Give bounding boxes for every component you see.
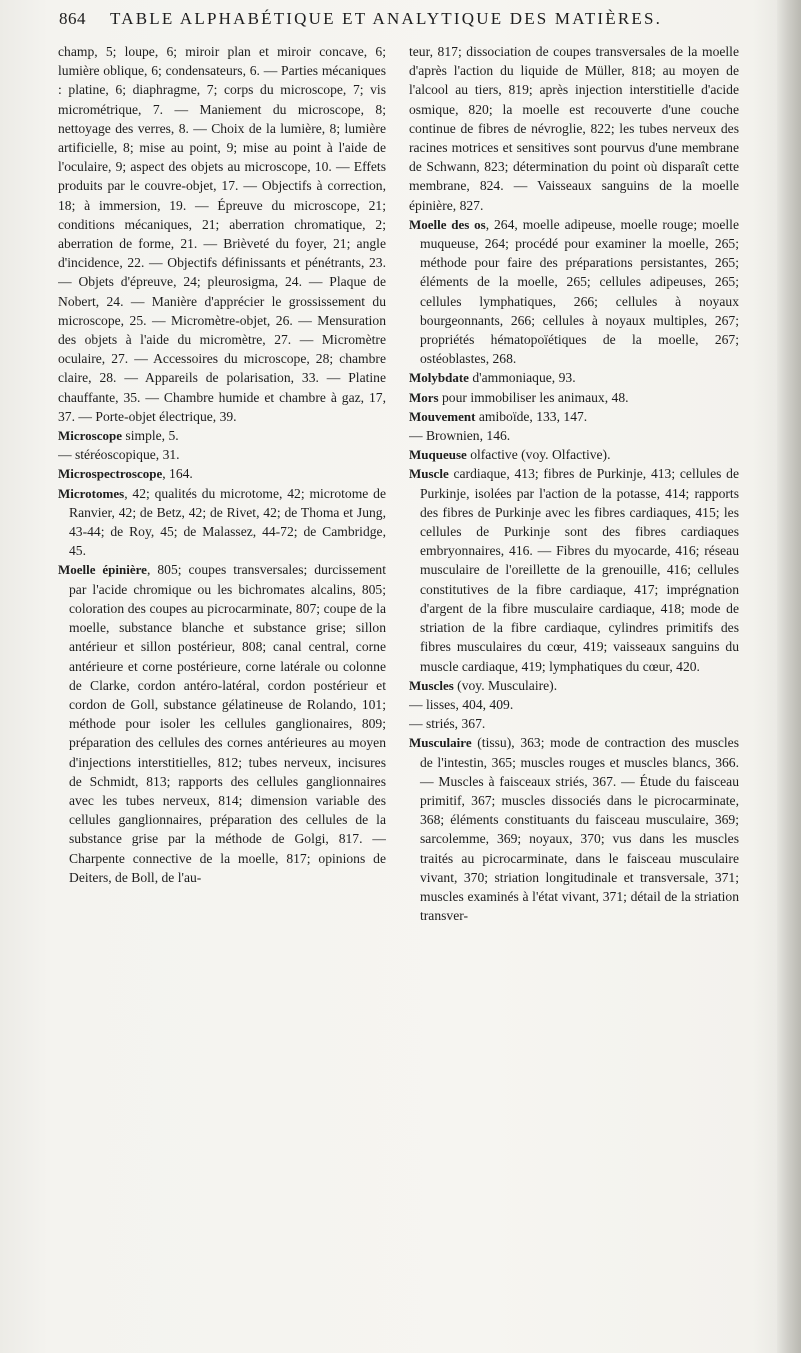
entry-text: — stéréoscopique, 31.	[58, 447, 180, 463]
index-entry	[58, 426, 386, 445]
entry-text: pour immobiliser les animaux, 48.	[438, 389, 629, 405]
running-title: TABLE ALPHABÉTIQUE ET ANALYTIQUE DES MATIÈRES.	[110, 9, 663, 28]
entry-text: , 264, moelle adipeuse, moelle rouge; moelle muqueuse, 264; procédé pour examiner la moelle, 265; méthode pour faire des préparations persistantes, 265; éléments de la moelle, 265; cellules adipeuses, 265; cellules lymphatiques, 266; cellules à noyaux bourgeonnants, 266; cellules à noyaux multiples, 267; propriétés hématopoïétiques de la moelle, 267; ostéoblastes, 268.	[420, 216, 739, 367]
entry-text: , 164.	[162, 466, 193, 482]
index-entry	[409, 695, 739, 714]
entry-heading: Mors	[409, 389, 439, 405]
index-entry	[409, 388, 739, 407]
index-entry	[409, 42, 739, 215]
entry-text: — lisses, 404, 409.	[409, 696, 514, 712]
entry-text: cardiaque, 413; fibres de Purkinje, 413; cellules de Purkinje, isolées par l'action de la potasse, 414; rapports des fibres de Purkinje avec les fibres cardiaques, 415; les cellules de Purkinje sont des fibres cardiaques embryonnaires, 416. — Fibres du myocarde, 416; réseau musculaire de l'oreillette de la grenouille, 416; cellules constitutives de la fibre cardiaque, 417; imprégnation d'argent de la fibre musculaire cardiaque, 418; mode de striation de la fibre cardiaque, cylindres primitifs des fibres musculaires du cœur, 419; vaisseaux sanguins du muscle cardiaque, 419; lymphatiques du cœur, 420.	[420, 466, 739, 674]
entry-text: , 805; coupes transversales; durcissement par l'acide chromique ou les bichromates alcalins, 805; coloration des coupes au picrocarminate, 807; coupe de la moelle, substance blanche et substance grise; sillon antérieur et sillon postérieur, 808; canal central, corne antérieure et corne postérieure, corne latérale ou colonne de Clarke, cordon antéro-latéral, cordon postérieur et cordon de Goll, substance gélatineuse de Rolando, 101; méthode pour isoler les cellules ganglionaires, 809; préparation des cellules des cornes antérieures au moyen d'injections interstitielles, 812; tubes nerveux, incisures de Schmidt, 813; rapports des cellules ganglionnaires avec les tubes nerveux, 814; dimension variable des cellules ganglionnaires, préparation des cellules de la substance grise par la méthode de Golgi, 817. — Charpente connective de la moelle, 817; opinions de Deiters, de Boll, de l'au-	[69, 562, 386, 885]
index-entry	[409, 215, 739, 369]
index-entry	[409, 368, 739, 387]
index-entry	[58, 484, 386, 561]
entry-heading: Muscle	[409, 466, 449, 482]
entry-text: olfactive (voy. Olfactive).	[466, 447, 611, 463]
index-entry	[409, 445, 739, 464]
left-column	[58, 42, 386, 1342]
entry-text: (tissu), 363; mode de contraction des muscles de l'intestin, 365; muscles rouges et muscles blancs, 366. — Muscles à faisceaux striés, 367. — Étude du faisceau primitif, 367; muscles dissociés dans le picrocarminate, 368; éléments constituants du faisceau musculaire, 369; sarcolemme, 369; noyaux, 370; vus dans les muscles traités au picrocarminate, dans le faisceau musculaire vivant, 370; striation longitudinale et transversale, 371; muscles examinés à l'état vivant, 371; détail de la striation transver-	[420, 735, 739, 924]
entry-text: , 42; qualités du microtome, 42; microtome de Ranvier, 42; de Betz, 42; de Rivet, 42; de Thoma et Jung, 43-44; de Roy, 45; de Malassez, 44-72; de Cambridge, 45.	[69, 485, 386, 559]
right-column	[409, 42, 739, 1342]
index-entry	[409, 733, 739, 925]
index-entry	[58, 464, 386, 483]
entry-heading: Microspectroscope	[58, 466, 163, 482]
entry-text: — Brownien, 146.	[409, 428, 511, 444]
page-header	[0, 9, 801, 39]
entry-text: teur, 817; dissociation de coupes transversales de la moelle d'après l'action du liquide de Müller, 818; au moyen de l'alcool au tiers, 819; après injection interstitielle d'acide osmique, 820; la moelle est recouverte d'une couche continue de fibres de névroglie, 822; les tubes nerveux des racines motrices et sensitives sont pourvus d'une membrane de Schwann, 823; détermination du point où disparaît cette membrane, 824. — Vaisseaux sanguins de la moelle épinière, 827.	[409, 44, 739, 213]
entry-text: simple, 5.	[122, 428, 179, 444]
entry-heading: Moelle épinière	[58, 562, 147, 578]
entry-heading: Microscope	[58, 428, 123, 444]
entry-heading: Microtomes	[58, 485, 125, 501]
index-entry	[409, 464, 739, 675]
index-entry	[58, 42, 386, 426]
index-entry	[409, 407, 739, 426]
index-entry	[409, 426, 739, 445]
entry-text: amiboïde, 133, 147.	[475, 408, 588, 424]
entry-heading: Musculaire	[409, 735, 472, 751]
entry-text: champ, 5; loupe, 6; miroir plan et miroir concave, 6; lumière oblique, 6; condensateurs, 6. — Parties mécaniques : platine, 6; diaphragme, 7; corps du microscope, 7; vis micrométrique, 7. — Maniement du microscope, 8; nettoyage des verres, 8. — Choix de la lumière, 8; lumière artificielle, 8; mise au point, 9; mise au point à l'aide de l'oculaire, 9; aspect des objets au microscope, 10. — Effets produits par le couvre-objet, 17. — Objectifs à correction, 18; à immersion, 19. — Épreuve du microscope, 21; conditions mécaniques, 21; aberration chromatique, 2; aberration de forme, 21. — Brièveté du foyer, 21; angle d'incidence, 22. — Objectifs définissants et pénétrants, 23. — Objets d'épreuve, 24; pleurosigma, 24. — Plaque de Nobert, 24. — Manière d'apprécier le grossissement du microscope, 25. — Micromètre-objet, 26. — Mensuration des objets à l'aide du micromètre, 27. — Micromètre oculaire, 27. — Accessoires du microscope, 28; chambre claire, 28. — Appareils de polarisation, 33. — Platine chauffante, 35. — Chambre humide et chambre à gaz, 17, 37. — Porte-objet électrique, 39.	[58, 44, 386, 424]
index-entry	[409, 714, 739, 733]
entry-heading: Muscles	[409, 677, 454, 693]
entry-heading: Moelle des os	[409, 216, 486, 232]
page-number: 864	[59, 9, 86, 28]
entry-text: (voy. Musculaire).	[453, 677, 558, 693]
entry-text: — striés, 367.	[409, 716, 486, 732]
entry-heading: Molybdate	[409, 370, 469, 386]
entry-heading: Mouvement	[409, 408, 476, 424]
entry-text: d'ammoniaque, 93.	[468, 370, 576, 386]
index-entry	[58, 560, 386, 886]
index-entry	[58, 445, 386, 464]
page-edge-shadow	[777, 0, 801, 1353]
entry-heading: Muqueuse	[409, 447, 467, 463]
index-entry	[409, 676, 739, 695]
